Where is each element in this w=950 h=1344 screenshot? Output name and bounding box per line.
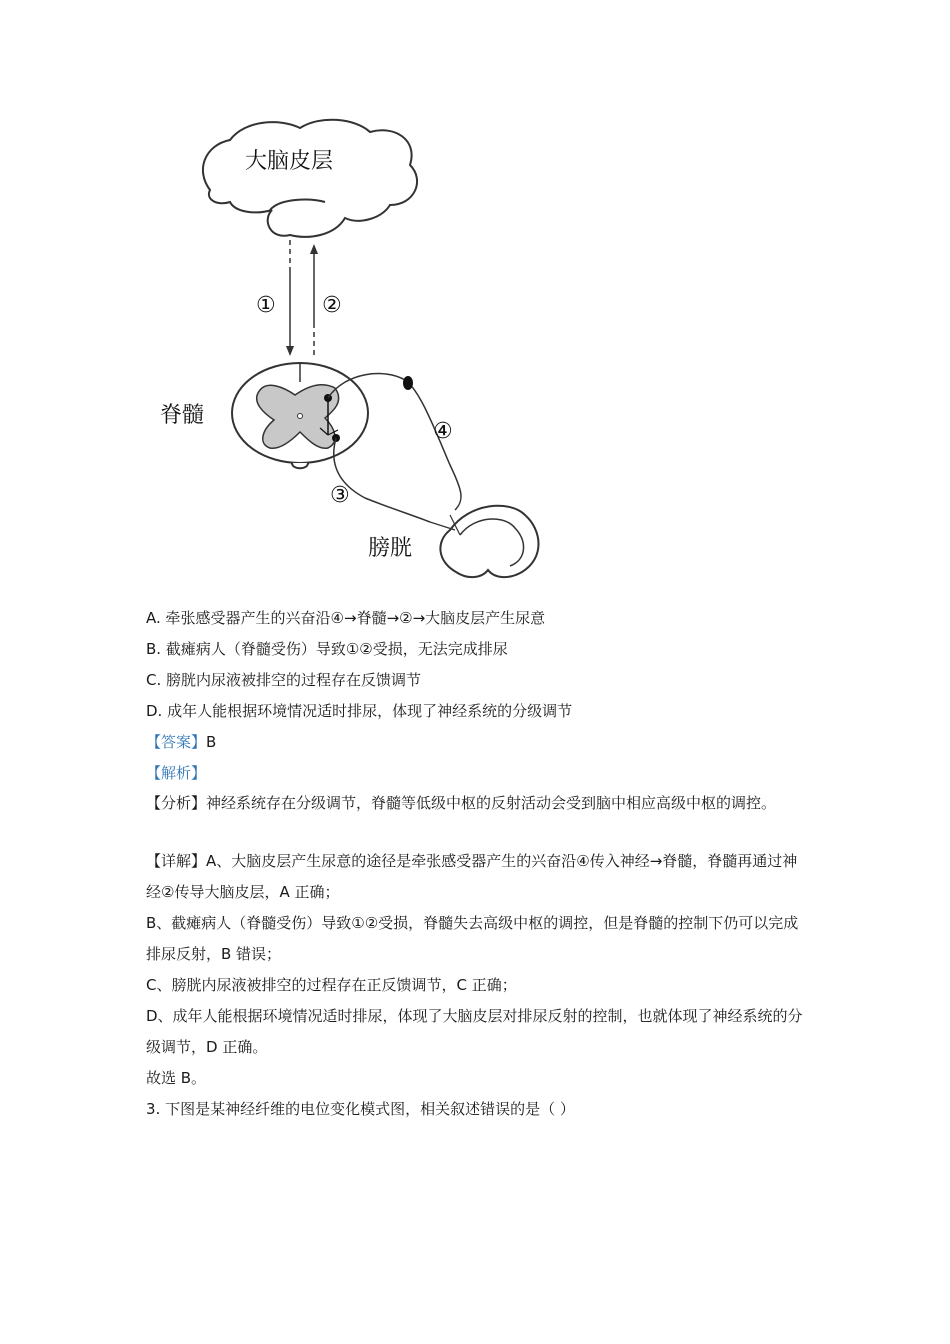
- bladder-label: 膀胱: [368, 536, 413, 561]
- option-a-letter: A.: [146, 609, 161, 627]
- spinal-cord-label: 脊髓: [160, 403, 205, 428]
- option-d-letter: D.: [146, 702, 163, 720]
- next-question: 3. 下图是某神经纤维的电位变化模式图，相关叙述错误的是（ ）: [146, 1100, 575, 1118]
- xiangjie-label: 【详解】: [146, 852, 207, 870]
- analysis-label: 【解析】: [146, 764, 207, 782]
- label-2: ②: [322, 293, 342, 318]
- explain-c: C、膀胱内尿液被排空的过程存在正反馈调节，C 正确；: [146, 976, 517, 994]
- answer-value: B: [206, 733, 217, 751]
- cortex-outline: [203, 120, 417, 237]
- fenxi-paragraph: [146, 788, 806, 819]
- answer-line: [146, 731, 216, 753]
- label-4: ④: [433, 419, 453, 444]
- xiangjie-text: A、大脑皮层产生尿意的途径是牵张感受器产生的兴奋沿④传入神经→脊髓，脊髓再通过神经②传导大脑皮层，A 正确；: [146, 852, 798, 901]
- fenxi-label: 【分析】: [146, 794, 207, 812]
- label-3: ③: [330, 483, 350, 508]
- label-1: ①: [256, 293, 276, 318]
- reflex-diagram: [150, 110, 570, 585]
- option-c: [146, 669, 421, 691]
- option-b-text: 截瘫病人（脊髓受伤）导致①②受损，无法完成排尿: [165, 640, 508, 658]
- option-c-letter: C.: [146, 671, 162, 689]
- explain-b: B、截瘫病人（脊髓受伤）导致①②受损，脊髓失去高级中枢的调控，但是脊髓的控制下仍可以完成排尿反射，B 错误；: [146, 914, 799, 963]
- explain-d: D、成年人能根据环境情况适时排尿，体现了大脑皮层对排尿反射的控制，也就体现了神经系统的分级调节，D 正确。: [146, 1007, 803, 1056]
- option-b: [146, 638, 508, 660]
- option-c-text: 膀胱内尿液被排空的过程存在反馈调节: [166, 671, 422, 689]
- analysis-heading: [146, 762, 206, 784]
- conclusion: 故选 B。: [146, 1069, 207, 1087]
- option-d-text: 成年人能根据环境情况适时排尿，体现了神经系统的分级调节: [167, 702, 573, 720]
- option-a: [146, 607, 545, 629]
- xiangjie-paragraph: [146, 846, 806, 908]
- bladder-outline: [440, 506, 538, 577]
- option-b-letter: B.: [146, 640, 162, 658]
- answer-label: 【答案】: [146, 733, 207, 751]
- cortex-label: 大脑皮层: [245, 149, 334, 174]
- option-a-text: 牵张感受器产生的兴奋沿④→脊髓→②→大脑皮层产生尿意: [165, 609, 546, 627]
- fenxi-text: 神经系统存在分级调节，脊髓等低级中枢的反射活动会受到脑中相应高级中枢的调控。: [206, 794, 777, 812]
- option-d: [146, 700, 572, 722]
